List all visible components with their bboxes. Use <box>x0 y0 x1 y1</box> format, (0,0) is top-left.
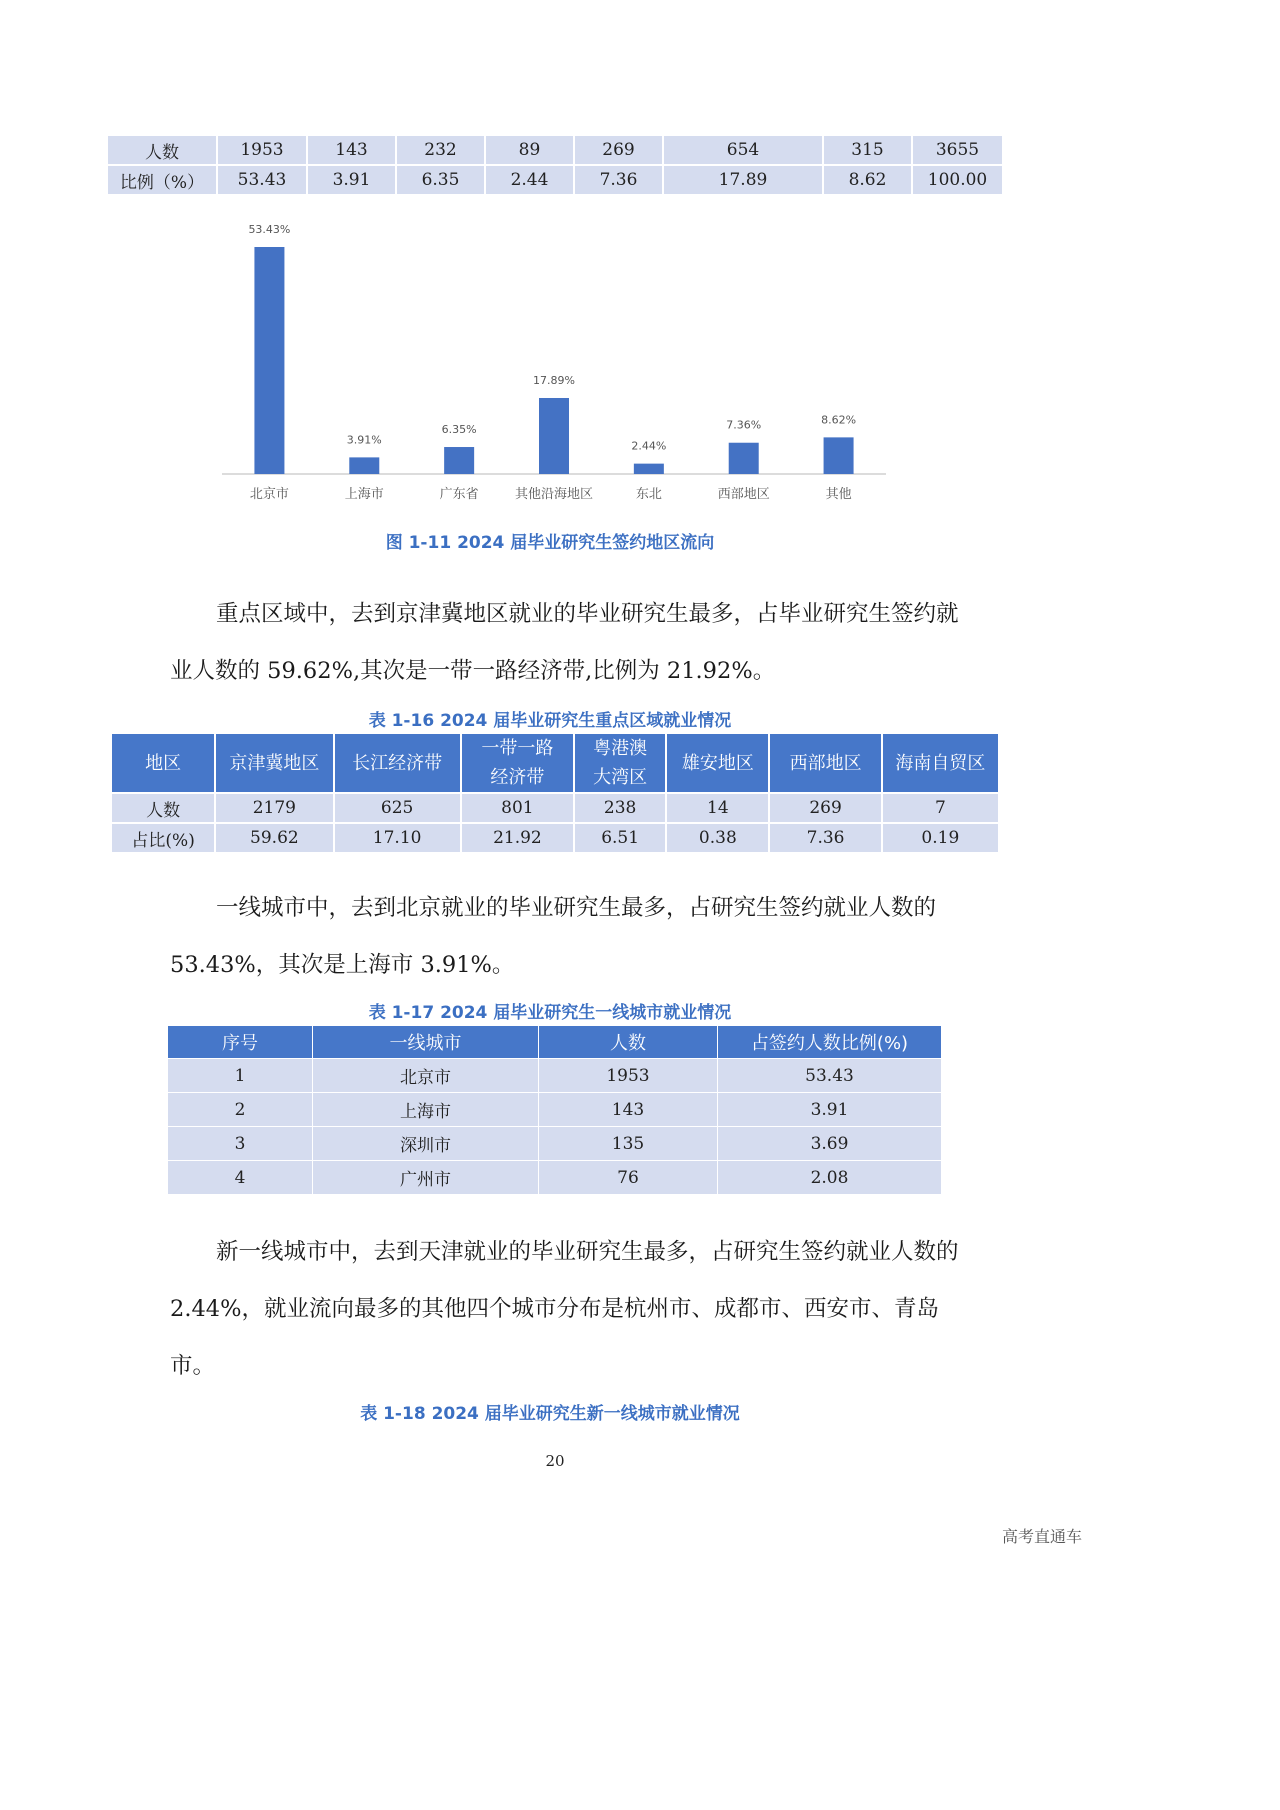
bar <box>444 447 474 474</box>
cell: 北京市 <box>313 1059 539 1093</box>
cell: 0.19 <box>882 823 999 853</box>
region-table <box>110 732 1000 854</box>
cell: 上海市 <box>313 1093 539 1127</box>
header-cell: 粤港澳 大湾区 <box>574 733 666 793</box>
cell: 2 <box>168 1093 313 1127</box>
cell: 801 <box>461 793 574 823</box>
cell: 135 <box>539 1127 718 1161</box>
cell: 1 <box>168 1059 313 1093</box>
cell: 3 <box>168 1127 313 1161</box>
cell: 3.91 <box>307 165 396 195</box>
cell: 17.10 <box>334 823 461 853</box>
table-row <box>168 1161 942 1195</box>
tick-label: 北京市 <box>249 487 289 502</box>
header-cell: 序号 <box>168 1026 313 1059</box>
cell: 59.62 <box>215 823 333 853</box>
cell: 1953 <box>539 1059 718 1093</box>
city-table-caption: 表 1-17 2024 届毕业研究生一线城市就业情况 <box>368 1003 732 1023</box>
cell: 100.00 <box>912 165 1003 195</box>
table-row <box>111 823 999 853</box>
cell: 深圳市 <box>313 1127 539 1161</box>
cell: 232 <box>396 135 485 165</box>
region-table-caption: 表 1-16 2024 届毕业研究生重点区域就业情况 <box>368 711 732 731</box>
cell: 8.62 <box>823 165 912 195</box>
cell: 7.36 <box>769 823 881 853</box>
tick-label: 西部地区 <box>717 487 770 502</box>
tick-label: 东北 <box>635 487 662 502</box>
cell: 3.69 <box>718 1127 942 1161</box>
cell: 53.43 <box>718 1059 942 1093</box>
row-label: 人数 <box>107 135 217 165</box>
header-cell: 长江经济带 <box>334 733 461 793</box>
summary-table <box>106 134 1004 196</box>
header-cell: 占签约人数比例(%) <box>718 1026 942 1059</box>
cell: 76 <box>539 1161 718 1195</box>
paragraph-new-first-tier: 新一线城市中，去到天津就业的毕业研究生最多，占研究生签约就业人数的 2.44%，就业流向最多的其他四个城市分布是杭州市、成都市、西安市、青岛市。 <box>170 1239 959 1379</box>
header-cell: 雄安地区 <box>666 733 769 793</box>
bar <box>254 247 284 474</box>
watermark-text: 高考直通车 <box>1001 1527 1082 1546</box>
cell: 238 <box>574 793 666 823</box>
cell: 2179 <box>215 793 333 823</box>
cell: 2.08 <box>718 1161 942 1195</box>
table-row <box>168 1059 942 1093</box>
cell: 315 <box>823 135 912 165</box>
header-cell: 一线城市 <box>313 1026 539 1059</box>
bar <box>539 398 569 474</box>
row-label: 人数 <box>111 793 215 823</box>
header-cell: 西部地区 <box>769 733 881 793</box>
bar <box>824 437 854 474</box>
tick-label: 其他 <box>825 487 852 502</box>
tick-label: 广东省 <box>439 487 479 502</box>
cell: 17.89 <box>663 165 823 195</box>
cell: 6.51 <box>574 823 666 853</box>
tick-label: 其他沿海地区 <box>514 487 594 502</box>
page-number: 20 <box>545 1452 565 1470</box>
header-cell: 人数 <box>539 1026 718 1059</box>
tick-label: 上海市 <box>344 487 384 502</box>
paragraph-key-regions: 重点区域中，去到京津冀地区就业的毕业研究生最多，占毕业研究生签约就业人数的 59.62%,其次是一带一路经济带,比例为 21.92%。 <box>170 601 959 684</box>
table-row <box>168 1093 942 1127</box>
header-cell: 地区 <box>111 733 215 793</box>
cell: 269 <box>769 793 881 823</box>
city-table-header <box>168 1026 942 1059</box>
cell: 7 <box>882 793 999 823</box>
cell: 4 <box>168 1161 313 1195</box>
summary-row-ratio <box>107 165 1003 195</box>
cell: 6.35 <box>396 165 485 195</box>
data-label: 2.44% <box>631 439 667 453</box>
summary-row-count <box>107 135 1003 165</box>
row-label: 比例（%） <box>107 165 217 195</box>
row-label: 占比(%) <box>111 823 215 853</box>
cell: 89 <box>485 135 574 165</box>
cell: 654 <box>663 135 823 165</box>
data-label: 17.89% <box>533 373 575 387</box>
header-cell: 海南自贸区 <box>882 733 999 793</box>
header-cell: 一带一路 经济带 <box>461 733 574 793</box>
city-table <box>167 1025 942 1195</box>
cell: 143 <box>307 135 396 165</box>
data-label: 3.91% <box>346 433 382 447</box>
cell: 0.38 <box>666 823 769 853</box>
cell: 269 <box>574 135 663 165</box>
bar <box>634 464 664 474</box>
bar <box>349 457 379 474</box>
table18-caption: 表 1-18 2024 届毕业研究生新一线城市就业情况 <box>360 1404 740 1424</box>
cell: 广州市 <box>313 1161 539 1195</box>
table-row <box>111 793 999 823</box>
bar <box>729 443 759 474</box>
cell: 21.92 <box>461 823 574 853</box>
table-row <box>168 1127 942 1161</box>
data-label: 6.35% <box>441 423 477 437</box>
cell: 2.44 <box>485 165 574 195</box>
cell: 625 <box>334 793 461 823</box>
cell: 53.43 <box>217 165 307 195</box>
cell: 3655 <box>912 135 1003 165</box>
chart-caption: 图 1-11 2024 届毕业研究生签约地区流向 <box>385 533 715 553</box>
cell: 7.36 <box>574 165 663 195</box>
cell: 1953 <box>217 135 307 165</box>
paragraph-first-tier: 一线城市中，去到北京就业的毕业研究生最多，占研究生签约就业人数的 53.43%，其次是上海市 3.91%。 <box>170 895 937 978</box>
cell: 14 <box>666 793 769 823</box>
data-label: 7.36% <box>726 418 762 432</box>
cell: 143 <box>539 1093 718 1127</box>
header-cell: 京津冀地区 <box>215 733 333 793</box>
region-bar-chart <box>210 212 900 512</box>
cell: 3.91 <box>718 1093 942 1127</box>
region-table-header <box>111 733 999 793</box>
data-label: 8.62% <box>821 413 857 427</box>
data-label: 53.43% <box>248 223 291 236</box>
